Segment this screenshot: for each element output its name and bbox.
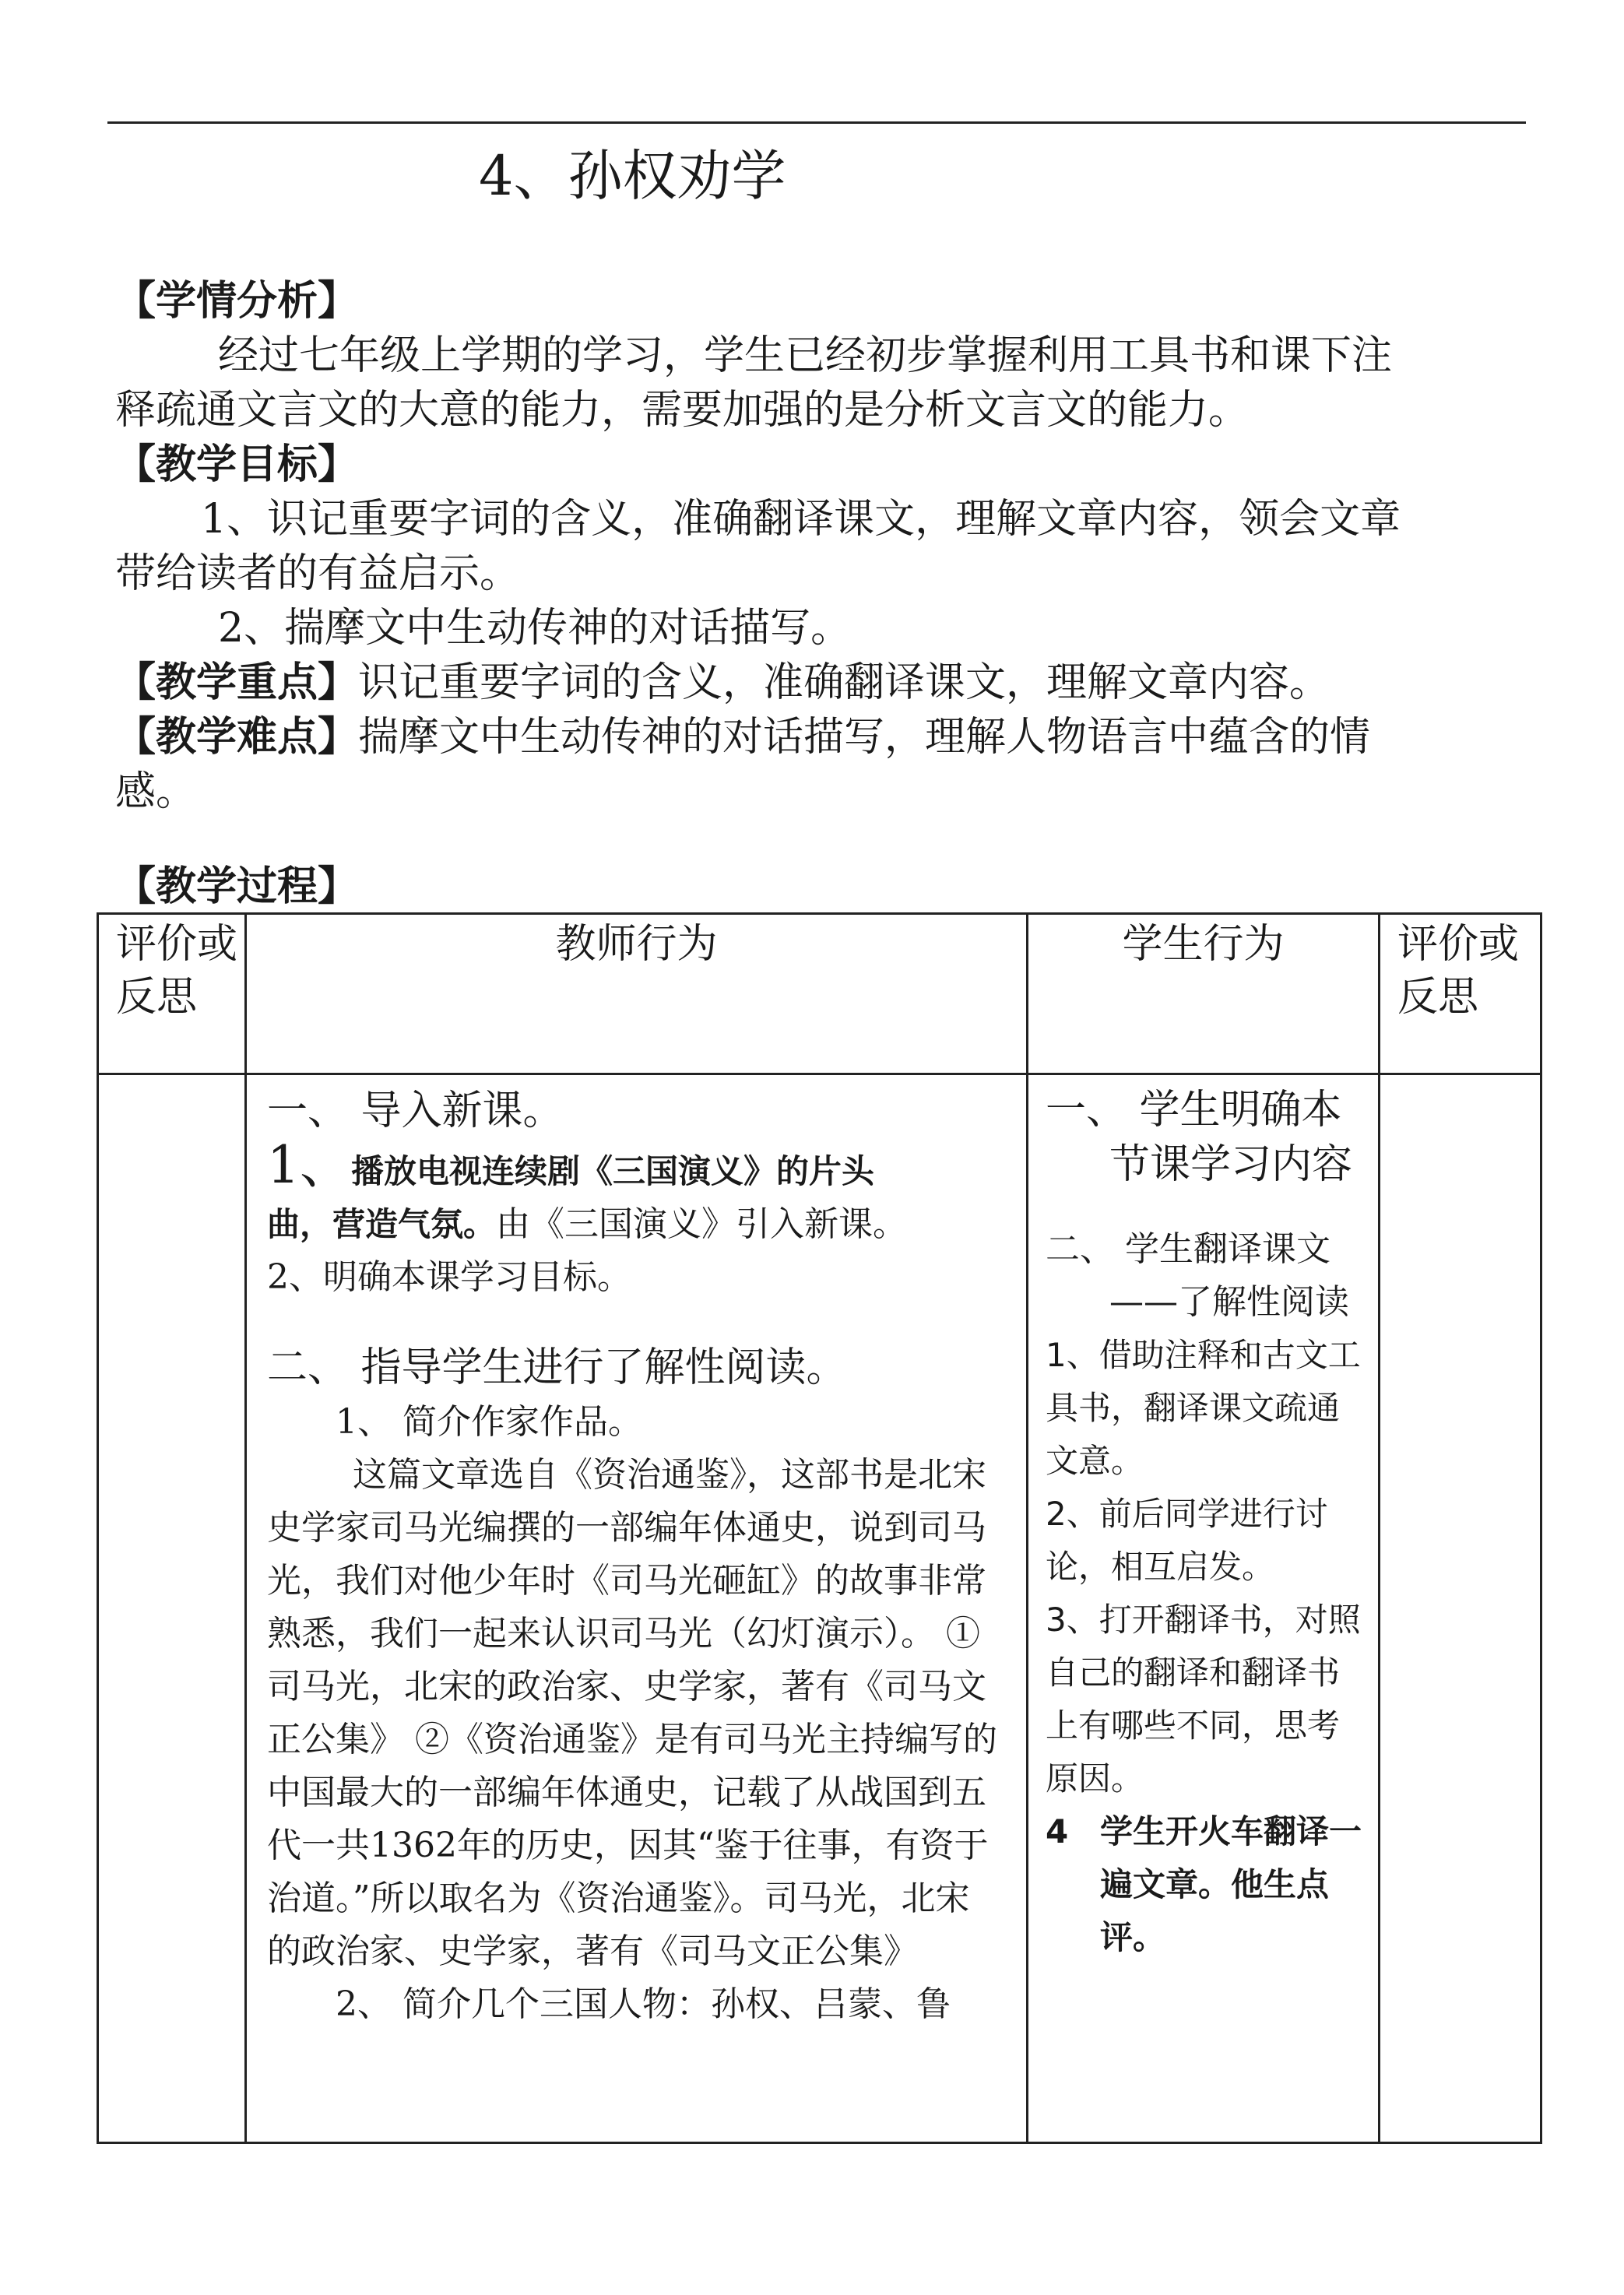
teacher-section-2-title: 二、 指导学生进行了解性阅读。: [267, 1344, 847, 1391]
teacher-item-1-text-b: 曲，营造气氛。: [267, 1205, 497, 1243]
goals-heading: 【教学目标】: [115, 441, 359, 488]
teacher-section-1-title: 一、 导入新课。: [267, 1088, 564, 1134]
goal-item-1-line1: 1、识记重要字词的含义，准确翻译课文，理解文章内容，领会文章: [201, 496, 1401, 543]
student-item-4-text: 学生开火车翻译一遍文章。他生点评。: [1100, 1812, 1362, 1956]
eval-right-cell: [1380, 1074, 1541, 2143]
key-point-text: 识记重要字词的含义，准确翻译课文，理解文章内容。: [358, 659, 1330, 706]
header-teacher: 教师行为: [246, 914, 1028, 1074]
difficulty-row: [115, 710, 1509, 764]
analysis-section: [115, 274, 1509, 819]
teacher-item-1-number: 1、: [267, 1135, 351, 1195]
student-section-2: 二、 学生翻译课文——了解性阅读: [1046, 1229, 1349, 1322]
student-item-4-number: 4: [1046, 1812, 1069, 1850]
difficulty-text-line2: 感。: [115, 768, 197, 815]
teacher-section-2-item-1: 1、 简介作家作品。: [336, 1402, 642, 1442]
document-title: 4、孙权劝学: [479, 144, 786, 208]
table-header-row: [98, 914, 1541, 1074]
teacher-item-1: [267, 1135, 1003, 1198]
header-eval-left: 评价或反思: [98, 914, 246, 1074]
teacher-item-2: 2、明确本课学习目标。: [267, 1257, 631, 1297]
difficulty-label: 【教学难点】: [115, 714, 359, 761]
teacher-cell: [246, 1074, 1028, 2143]
spacer: [267, 1304, 1003, 1340]
table-body-row: [98, 1074, 1541, 2143]
eval-left-cell: [98, 1074, 246, 2143]
teacher-section-2-item-2: 2、 简介几个三国人物：孙权、吕蒙、鲁: [336, 1984, 951, 2024]
student-item-4: [1046, 1805, 1362, 1964]
teacher-item-1-cont: [267, 1198, 1003, 1251]
student-item-1: 1、借助注释和古文工具书，翻译课文疏通文意。: [1046, 1336, 1361, 1480]
goal-item-1-line2: 带给读者的有益启示。: [115, 550, 521, 597]
analysis-text-line1: 经过七年级上学期的学习，学生已经初步掌握利用工具书和课下注: [218, 332, 1393, 379]
teacher-section-2-paragraph: 这篇文章选自《资治通鉴》，这部书是北宋史学家司马光编撰的一部编年体通史，说到司马光，我们对他少年时《司马光砸缸》的故事非常熟悉，我们一起来认识司马光（幻灯演示）。 ①司马光，北宋的政治家、史学家，著有《司马文正公集》 ②《资治通鉴》是有司马光主持编写的中国最大的一部编年体通史，记载了从战国到五代一共1362年的历史，因其“鉴于往事，有资于治道。”所以取名为《资治通鉴》。司马光，北宋的政治家、史学家，著有《司马文正公集》: [267, 1455, 997, 1971]
teacher-item-1-text-a: 播放电视连续剧《三国演义》的片头: [351, 1152, 875, 1190]
student-section-1: 一、 学生明确本节课学习内容: [1046, 1087, 1353, 1188]
student-item-3: 3、打开翻译书，对照自己的翻译和翻译书上有哪些不同，思考原因。: [1046, 1601, 1361, 1798]
process-heading: 【教学过程】: [115, 863, 359, 910]
student-item-2: 2、前后同学进行讨论，相互启发。: [1046, 1495, 1328, 1586]
goal-item-2: 2、揣摩文中生动传神的对话描写。: [218, 605, 852, 652]
header-student: 学生行为: [1028, 914, 1380, 1074]
process-table: [97, 912, 1542, 2144]
header-rule: [107, 121, 1526, 124]
analysis-heading: 【学情分析】: [115, 278, 359, 325]
teacher-item-1-text-c: 由《三国演义》引入新课。: [496, 1204, 908, 1244]
student-cell: [1028, 1074, 1380, 2143]
analysis-text-line2: 释疏通文言文的大意的能力，需要加强的是分析文言文的能力。: [115, 387, 1250, 434]
key-point-row: [115, 655, 1509, 710]
header-eval-right: 评价或反思: [1380, 914, 1541, 1074]
key-point-label: 【教学重点】: [115, 659, 359, 706]
difficulty-text-line1: 揣摩文中生动传神的对话描写，理解人物语言中蕴含的情: [358, 714, 1371, 761]
